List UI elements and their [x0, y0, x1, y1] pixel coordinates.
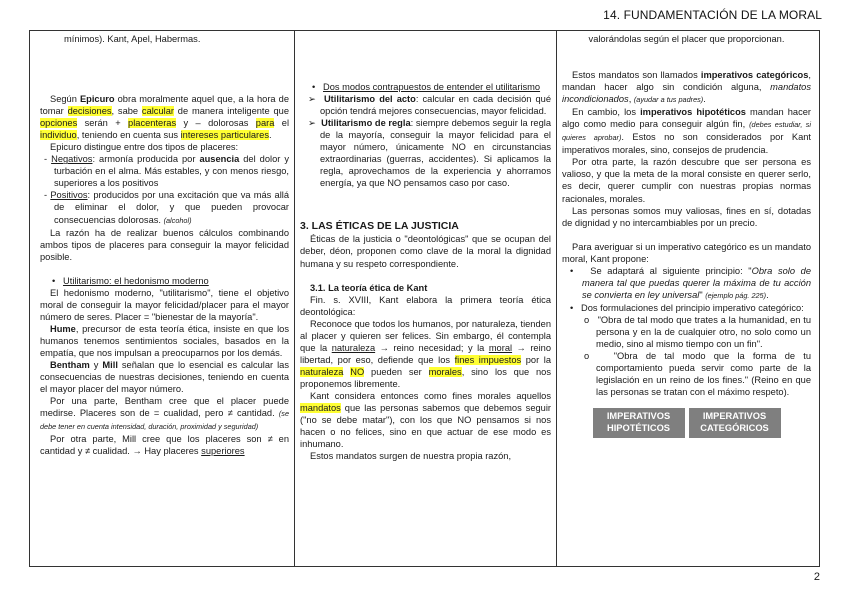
reconoce-paragraph: Reconoce que todos los humanos, por naturaleza, tienden al placer y quieren ser felices. Sin embargo, él contempla que la naturaleza → reino necesidad; y la moral → reino libertad, por eso, defiende que los fines impuestos por la naturaleza NO pueden ser morales, sino los que nos proponemos libremente.: [300, 318, 552, 389]
razon-paragraph: La razón ha de realizar buenos cálculos combinando ambos tipos de placeres para conseguir la mayor felicidad posible.: [40, 227, 289, 262]
column-1: [29, 31, 295, 566]
averiguar-paragraph: Para averiguar si un imperativo categórico es un mandato moral, Kant propone:: [562, 241, 811, 264]
sub-item-reino-fines: o "Obra de tal modo que la forma de tu comportamiento pueda servir como parte de la legislación en un reino de los fines." (Reino en que las personas se tratan con el máximo respeto).: [584, 351, 812, 398]
bentham-paragraph: Por una parte, Bentham cree que el placer puede medirse. Placeres son de = cualidad, pero ≠ cantidad. (se debe tener en cuenta intensidad, duración, proximidad y seguridad): [40, 396, 289, 432]
list-item-negativos: - Negativos: armonía producida por ausencia del dolor y turbación en el alma. Más estables, y con menos riesgo, superiores a los positivos: [44, 154, 289, 189]
bullet-marker: •: [312, 82, 324, 92]
page-header: 14. FUNDAMENTACIÓN DE LA MORAL: [603, 8, 822, 22]
razon-persona-paragraph: Por otra parte, la razón descubre que ser persona es valioso, y que la meta de la moral consiste en querer serlo, es decir, querer cumplir con nuestras propias normas racionales, morales.: [562, 157, 811, 204]
section-heading-utilitarismo: • Utilitarismo: el hedonismo moderno: [52, 275, 209, 286]
eticas-paragraph: Éticas de la justicia o "deontológicas" que se ocupan del deber, déon, proponen como clave de la moral la dignidad humana y su respeto correspondiente.: [300, 234, 551, 269]
list-item-positivos: - Positivos: producidos por una excitación que va más allá de eliminar el dolor, y que pueden provocar consecuencias dolorosas. (alcohol): [44, 190, 289, 225]
box-imperativos-hipoteticos: IMPERATIVOS HIPOTÉTICOS: [593, 408, 685, 438]
imperativos-hipoteticos-paragraph: En cambio, los imperativos hipotéticos mandan hacer algo como medio para conseguir algún fin, (debes estudiar, si quieres aprobar). Estos no son considerados por Kant imperativos morales, sino, consejos de prudencia.: [562, 107, 812, 156]
hedonismo-paragraph: El hedonismo moderno, "utilitarismo", tiene el objetivo moral de conseguir la mayor felicidad/placer para el mayor número de seres. Placer = "bienestar de la mayoría".: [40, 287, 289, 322]
epicuro-paragraph: Según Epicuro obra moralmente aquel que, a la hora de tomar decisiones, sabe calcular de manera inteligente que opciones serán + placenteras y – dolorosas para el individuo, teniendo en cuenta sus intereses particulares.: [40, 94, 290, 141]
subsection-heading-kant: 3.1. La teoría ética de Kant: [310, 282, 428, 293]
kant-intro: Fin. s. XVIII, Kant elabora la primera teoría ética deontológica:: [300, 294, 551, 317]
bentham-mill-paragraph: Bentham y Mill señalan que lo esencial es calcular las consecuencias de nuestras decisiones, teniendo en cuenta el mayor placer del mayor número.: [40, 360, 289, 395]
imperativos-boxes: [562, 408, 811, 438]
kant-mandatos-paragraph: Kant considera entonces como fines morales aquellos mandatos que las personas sabemos que debemos seguir ("no se debe matar"), con los que NO pensamos si nos hacen o no felices, sino en que actuar de ese modo es inhumano.: [300, 390, 551, 450]
column-2: [295, 31, 557, 566]
list-item-utilitarismo-regla: ➢ Utilitarismo de regla: siempre debemos seguir la regla de la mayoría, conseguir la mayor felicidad para el mayor número, únicamente NO en circunstancias extraordinarias (guerras, accidentes). Si aplicamos la regla, aprovechamos de la experiencia y ahorramos energía, ya que NO pensamos caso por caso.: [308, 118, 551, 189]
continued-text: valorándolas según el placer que proporcionan.: [588, 34, 785, 44]
hume-paragraph: Hume, precursor de esta teoría ética, insiste en que los humanos tenemos sentimientos sociales, basados en la empatía, que nos impulsan a preocuparnos por los demás.: [40, 323, 289, 358]
imperativos-categoricos-paragraph: Estos mandatos son llamados imperativos categóricos, mandan hacer algo sin condición alguna, mandatos incondicionados, (ayudar a tus padres).: [562, 70, 811, 105]
list-item-formulaciones: • Dos formulaciones del principio imperativo categórico:: [570, 302, 804, 313]
sub-item-humanidad: o "Obra de tal modo que trates a la humanidad, en tu persona y en la de cualquier otro, no solo como un medio, sino al mismo tiempo con un fin".: [584, 314, 811, 350]
section-heading-eticas-justicia: 3. LAS ÉTICAS DE LA JUSTICIA: [300, 220, 459, 233]
section-heading-dos-modos: • Dos modos contrapuestos de entender el utilitarismo: [312, 82, 541, 92]
list-item-principio: • Se adaptará al siguiente principio: "Obra solo de manera tal que puedas querer la máxima de tu acción se convierta en ley universal" (ejemplo pág. 225).: [570, 265, 811, 300]
bullet-marker: •: [52, 275, 64, 286]
list-item-utilitarismo-acto: ➢ Utilitarismo del acto: calcular en cada decisión qué opción tendrá mejores consecuencias, mayor felicidad.: [308, 94, 552, 117]
page-number: 2: [813, 571, 820, 583]
three-column-table: [29, 30, 820, 567]
box-imperativos-categoricos: IMPERATIVOS CATEGÓRICOS: [689, 408, 781, 438]
mandatos-razon-paragraph: Estos mandatos surgen de nuestra propia razón,: [310, 451, 512, 462]
column-3: [557, 31, 820, 566]
continued-text: mínimos). Kant, Apel, Habermas.: [64, 34, 201, 44]
placeres-intro: Epicuro distingue entre dos tipos de placeres:: [50, 142, 239, 153]
mill-paragraph: Por otra parte, Mill cree que los placeres son ≠ en cantidad y ≠ cualidad. → Hay placeres superiores: [40, 434, 289, 457]
personas-paragraph: Las personas somos muy valiosas, fines en sí, dotadas de dignidad y no intercambiables por un precio.: [562, 205, 811, 228]
